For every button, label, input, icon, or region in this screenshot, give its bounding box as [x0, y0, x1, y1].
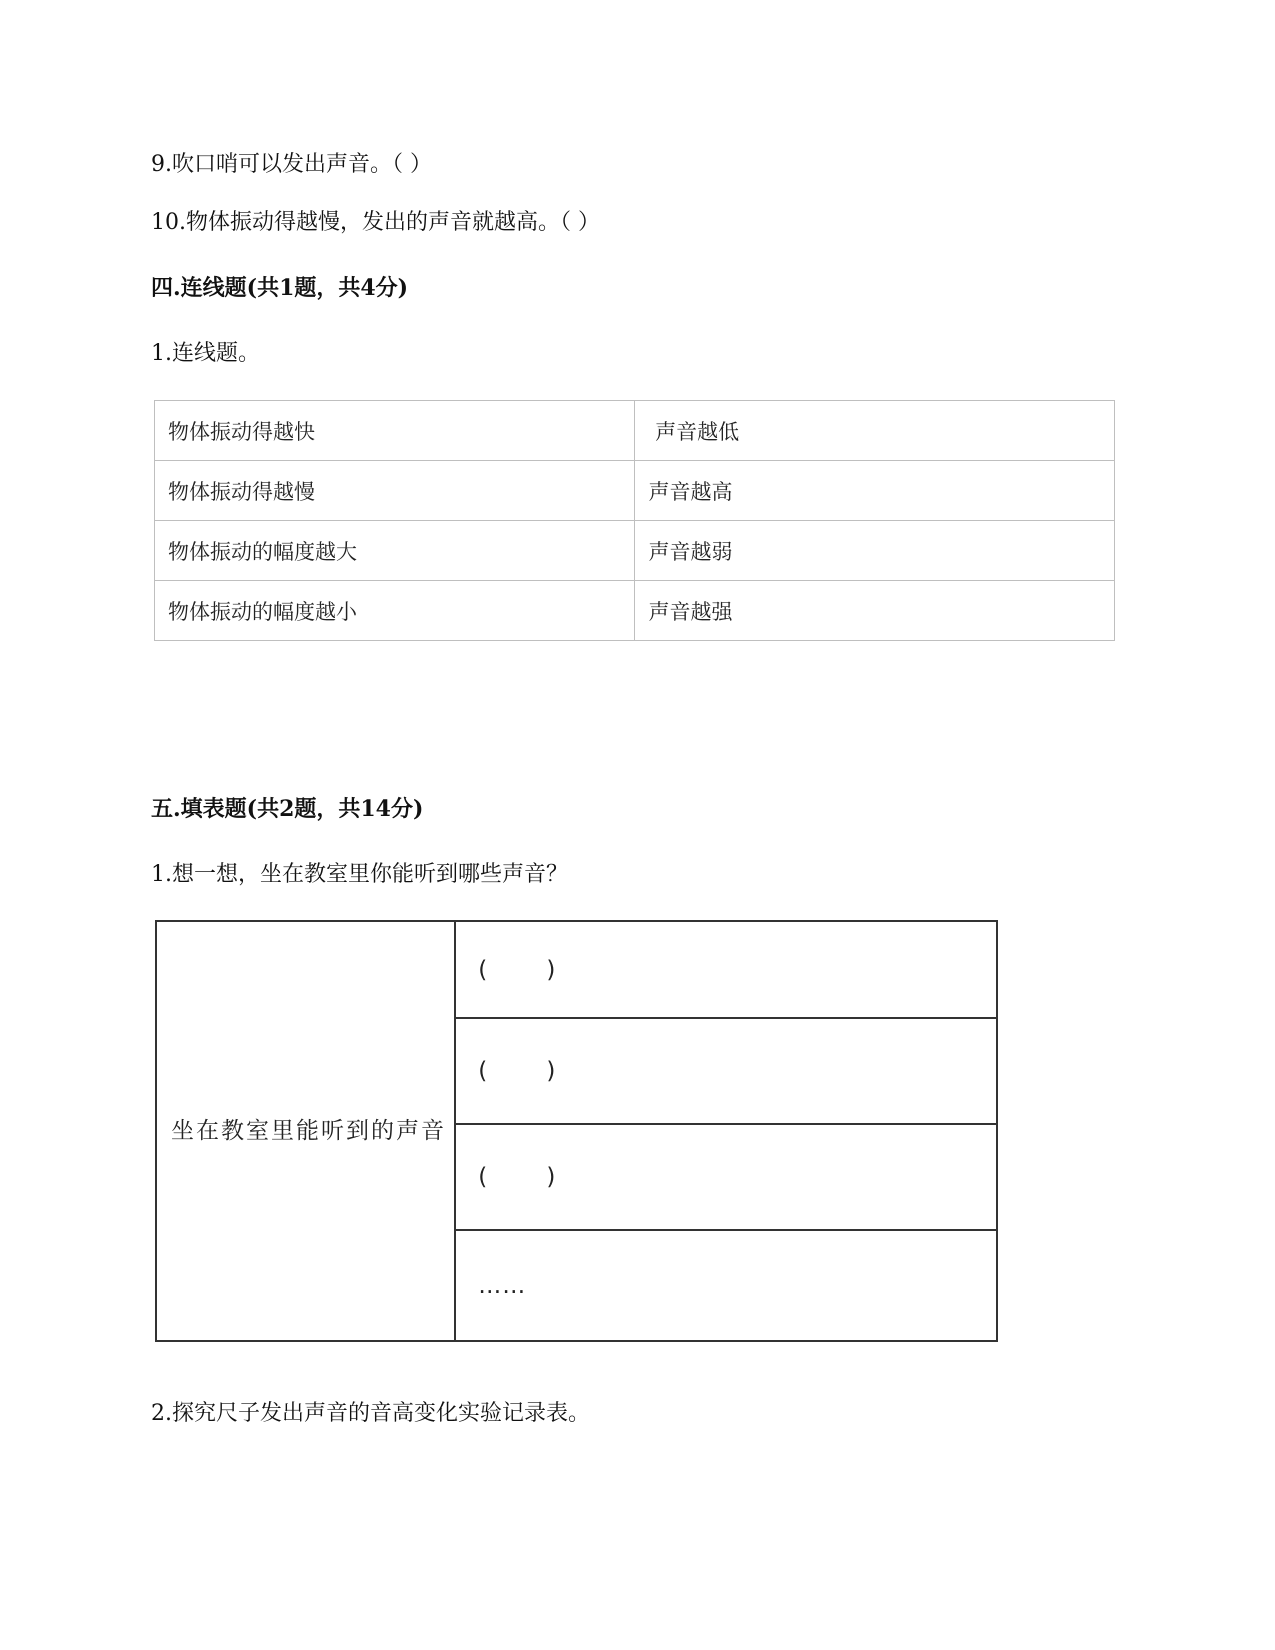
match-right-cell: 声音越高 — [635, 461, 1115, 521]
fill-table-label: 坐在教室里能听到的声音 — [156, 921, 455, 1341]
match-right-cell: 声音越低 — [635, 401, 1115, 461]
section-4-heading: 四.连线题(共1题，共4分) — [151, 275, 409, 301]
match-left-cell: 物体振动得越快 — [155, 401, 635, 461]
blank-parentheses: ( ) — [478, 1164, 557, 1190]
question-9: 9.吹口哨可以发出声音。（ ） — [151, 152, 432, 177]
table-row — [155, 581, 1115, 641]
match-left-cell: 物体振动的幅度越小 — [155, 581, 635, 641]
answer-blank-cell[interactable] — [455, 1230, 997, 1341]
answer-blank-cell[interactable] — [455, 921, 997, 1018]
answer-blank-cell[interactable] — [455, 1018, 997, 1124]
blank-parentheses: ( ) — [478, 956, 557, 983]
section-4-question-1: 1.连线题。 — [151, 341, 260, 366]
table-row — [155, 401, 1115, 461]
table-row — [155, 521, 1115, 581]
match-right-cell: 声音越弱 — [635, 521, 1115, 581]
table-row — [155, 461, 1115, 521]
answer-blank-cell[interactable] — [455, 1124, 997, 1230]
matching-table — [154, 400, 1115, 641]
table-row — [156, 921, 997, 1018]
section-5-question-2: 2.探究尺子发出声音的音高变化实验记录表。 — [151, 1401, 590, 1426]
blank-parentheses: ( ) — [478, 1058, 557, 1084]
fill-in-table — [155, 920, 998, 1342]
match-left-cell: 物体振动得越慢 — [155, 461, 635, 521]
question-10: 10.物体振动得越慢，发出的声音就越高。（ ） — [151, 210, 600, 235]
match-right-cell: 声音越强 — [635, 581, 1115, 641]
section-5-question-1: 1.想一想，坐在教室里你能听到哪些声音？ — [151, 862, 568, 887]
match-left-cell: 物体振动的幅度越大 — [155, 521, 635, 581]
ellipsis-text: …… — [478, 1272, 527, 1299]
section-5-heading: 五.填表题(共2题，共14分) — [151, 796, 424, 822]
